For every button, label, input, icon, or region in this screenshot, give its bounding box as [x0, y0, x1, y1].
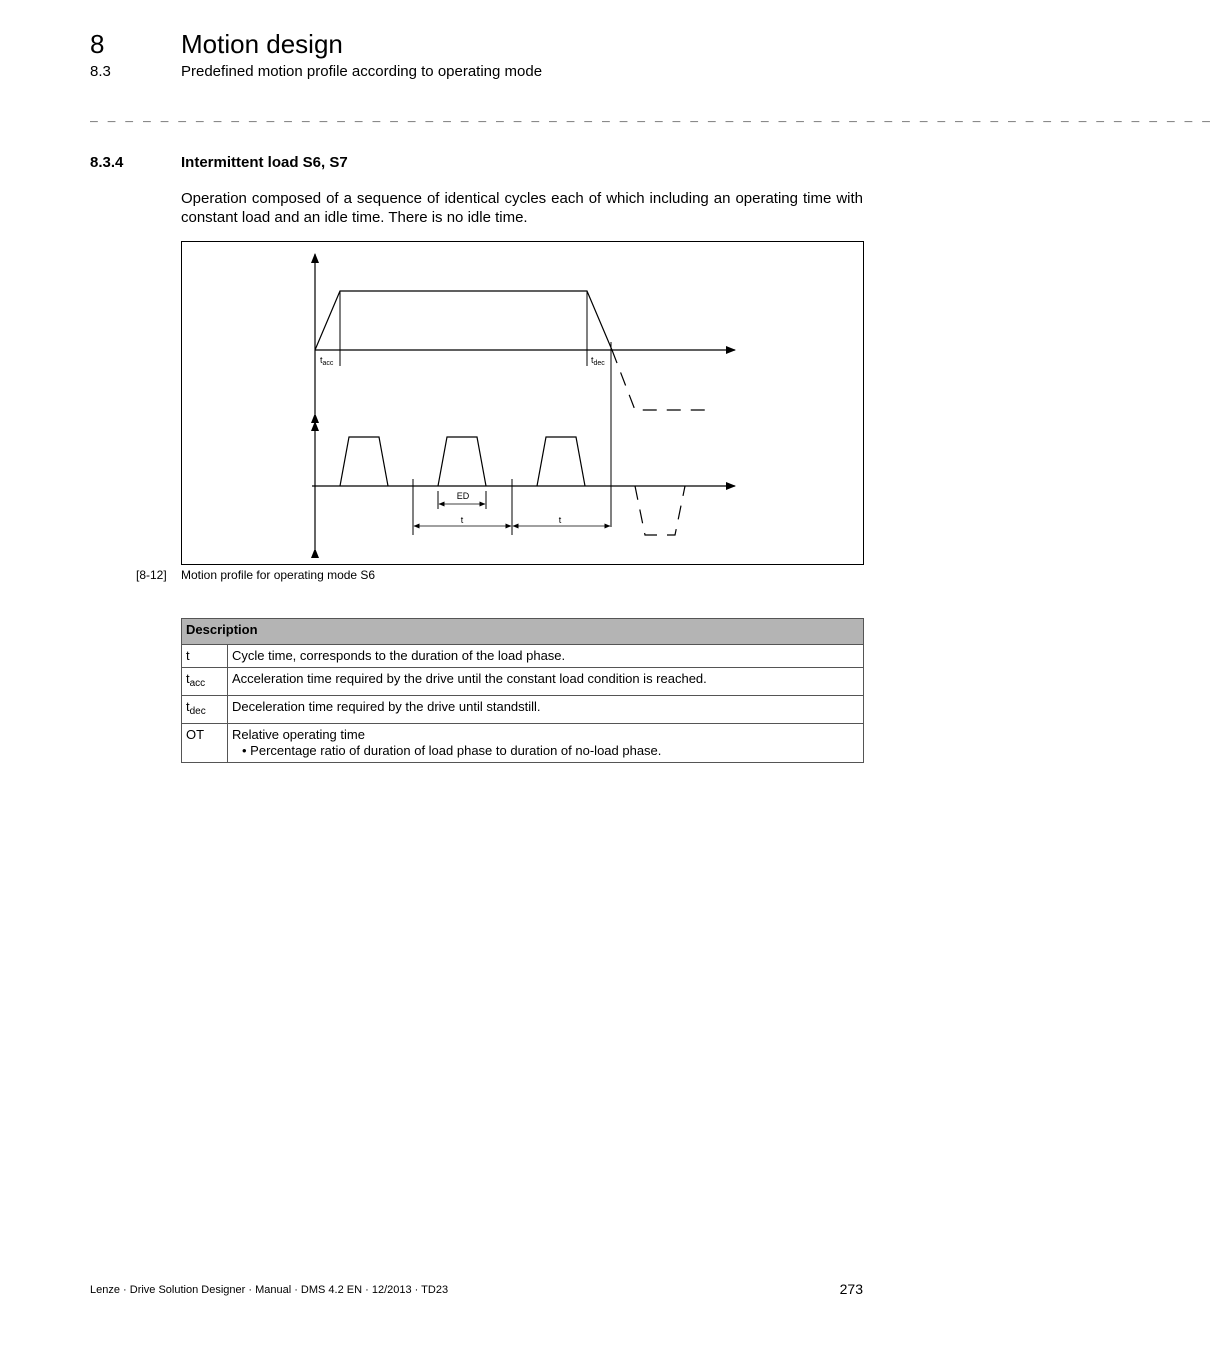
description-cell: Cycle time, corresponds to the duration of the load phase. [228, 645, 864, 668]
tacc-label: $t_{acc}$ [320, 355, 334, 367]
symbol-base: t [186, 699, 190, 714]
load-pulse-negative-dashed [635, 486, 685, 535]
speed-profile-trapezoid [315, 291, 612, 350]
chapter-title: Motion design [181, 29, 343, 59]
figure-caption-text: Motion profile for operating mode S6 [181, 568, 376, 582]
tdec-label: $t_{dec}$ [591, 355, 605, 367]
description-table [181, 618, 864, 763]
symbol-cell: OT [182, 724, 228, 763]
load-pulse-1 [340, 437, 388, 486]
bullet-item: • Percentage ratio of duration of load phase to duration of no-load phase. [242, 743, 662, 758]
load-pulse-3 [537, 437, 585, 486]
subsection-title: Intermittent load S6, S7 [181, 154, 348, 171]
chapter-number: 8 [90, 29, 105, 59]
table-header-cell: Description [182, 619, 864, 645]
table-row [182, 668, 864, 696]
cycle-t1-label: t [460, 515, 464, 525]
symbol-base: t [186, 671, 190, 686]
symbol-subscript: acc [189, 678, 206, 689]
motion-profile-figure [181, 241, 864, 565]
section-title: Predefined motion profile according to operating mode [181, 63, 543, 80]
symbol-cell: t [182, 645, 228, 668]
table-row [182, 645, 864, 668]
symbol-subscript: dec [189, 706, 206, 717]
symbol-cell [182, 696, 228, 724]
cycle-t2-label: t [558, 515, 562, 525]
speed-continuation-dashed [612, 350, 707, 410]
load-pulse-2 [438, 437, 486, 486]
description-cell: Deceleration time required by the drive until standstill. [228, 696, 864, 724]
ed-label: ED [456, 491, 470, 501]
section-number: 8.3 [90, 63, 111, 80]
table-row [182, 724, 864, 763]
description-cell [228, 724, 864, 763]
footer-document-info: Lenze · Drive Solution Designer · Manual · DMS 4.2 EN · 12/2013 · TD23 [90, 1284, 449, 1296]
description-cell: Acceleration time required by the drive until the constant load condition is reached. [228, 668, 864, 696]
table-header-row [182, 619, 864, 645]
subsection-number: 8.3.4 [90, 154, 124, 171]
intro-paragraph: Operation composed of a sequence of identical cycles each of which including an operating time with constant load and an idle time. There is no idle time. [181, 190, 863, 226]
symbol-cell [182, 668, 228, 696]
motion-profile-diagram [182, 242, 863, 564]
description-text: Relative operating time [232, 727, 365, 742]
header-dashed-rule: _ _ _ _ _ _ _ _ _ _ _ _ _ _ _ _ _ _ _ _ _ _ _ _ _ _ _ _ _ _ _ _ _ _ _ _ _ _ _ _ _ _ _ _ _ _ _ _ _ _ _ _ _ _ _ _ _ _ _ _ _ _ _ _ [90, 108, 1211, 123]
figure-caption-number: [8-12] [136, 568, 167, 582]
page-number: 273 [839, 1281, 863, 1297]
table-row [182, 696, 864, 724]
